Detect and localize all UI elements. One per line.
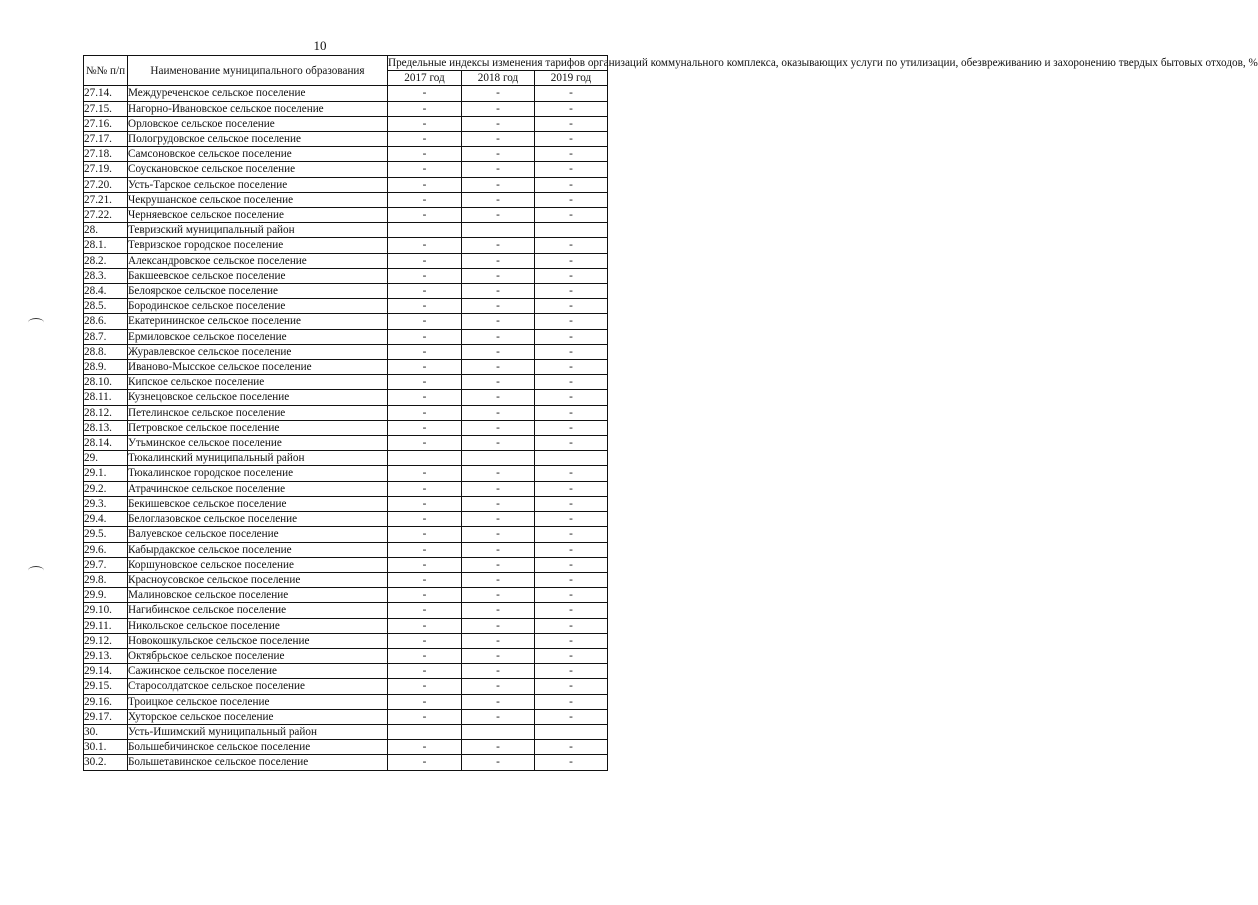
row-value-2017: - bbox=[388, 664, 462, 679]
header-year-2018: 2018 год bbox=[462, 71, 535, 86]
row-value-2017: - bbox=[388, 709, 462, 724]
row-value-2019: - bbox=[535, 542, 608, 557]
row-value-2017 bbox=[388, 223, 462, 238]
row-number: 28.12. bbox=[84, 405, 128, 420]
row-value-2017: - bbox=[388, 314, 462, 329]
row-number: 29.3. bbox=[84, 496, 128, 511]
row-value-2017: - bbox=[388, 132, 462, 147]
row-value-2018: - bbox=[462, 496, 535, 511]
row-value-2019: - bbox=[535, 177, 608, 192]
row-number: 29.14. bbox=[84, 664, 128, 679]
row-municipality-name: Журавлевское сельское поселение bbox=[128, 344, 388, 359]
tariff-index-table bbox=[83, 55, 1258, 771]
row-municipality-name: Большетавинское сельское поселение bbox=[128, 755, 388, 770]
row-value-2018: - bbox=[462, 268, 535, 283]
table-row bbox=[84, 724, 608, 739]
row-value-2018: - bbox=[462, 162, 535, 177]
table-row bbox=[84, 223, 608, 238]
row-municipality-name: Кипское сельское поселение bbox=[128, 375, 388, 390]
row-value-2019: - bbox=[535, 755, 608, 770]
row-value-2017: - bbox=[388, 755, 462, 770]
row-number: 28.9. bbox=[84, 360, 128, 375]
row-value-2018: - bbox=[462, 557, 535, 572]
row-value-2019: - bbox=[535, 329, 608, 344]
row-value-2018: - bbox=[462, 284, 535, 299]
table-row bbox=[84, 360, 608, 375]
row-value-2017: - bbox=[388, 679, 462, 694]
row-municipality-name: Тевризское городское поселение bbox=[128, 238, 388, 253]
row-municipality-name: Бакшеевское сельское поселение bbox=[128, 268, 388, 283]
row-value-2017 bbox=[388, 724, 462, 739]
row-value-2017: - bbox=[388, 420, 462, 435]
row-municipality-name: Александровское сельское поселение bbox=[128, 253, 388, 268]
row-value-2017: - bbox=[388, 405, 462, 420]
header-number: №№ п/п bbox=[84, 56, 128, 86]
header-tariff-index: Предельные индексы изменения тарифов организаций коммунального комплекса, оказывающих услуги по утилизации, обезвреживанию и захоронению твердых бытовых отходов, % bbox=[388, 57, 1258, 69]
table-row bbox=[84, 709, 608, 724]
row-number: 28.5. bbox=[84, 299, 128, 314]
row-number: 29.8. bbox=[84, 572, 128, 587]
row-value-2019: - bbox=[535, 314, 608, 329]
row-number: 28.3. bbox=[84, 268, 128, 283]
table-row bbox=[84, 633, 608, 648]
row-value-2019: - bbox=[535, 512, 608, 527]
row-number: 28.6. bbox=[84, 314, 128, 329]
table-row bbox=[84, 86, 608, 101]
table-row bbox=[84, 496, 608, 511]
row-municipality-name: Петровское сельское поселение bbox=[128, 420, 388, 435]
row-municipality-name: Петелинское сельское поселение bbox=[128, 405, 388, 420]
row-value-2018: - bbox=[462, 755, 535, 770]
table-row bbox=[84, 116, 608, 131]
row-municipality-name: Орловское сельское поселение bbox=[128, 116, 388, 131]
table-row bbox=[84, 132, 608, 147]
row-number: 28.7. bbox=[84, 329, 128, 344]
row-municipality-name: Кабырдакское сельское поселение bbox=[128, 542, 388, 557]
row-value-2017: - bbox=[388, 436, 462, 451]
table-row bbox=[84, 664, 608, 679]
row-value-2018: - bbox=[462, 512, 535, 527]
row-value-2017: - bbox=[388, 375, 462, 390]
row-value-2018: - bbox=[462, 132, 535, 147]
row-value-2017: - bbox=[388, 648, 462, 663]
row-value-2018: - bbox=[462, 360, 535, 375]
row-number: 28.14. bbox=[84, 436, 128, 451]
row-municipality-name: Пологрудовское сельское поселение bbox=[128, 132, 388, 147]
row-value-2019: - bbox=[535, 481, 608, 496]
header-year-2019: 2019 год bbox=[535, 71, 608, 86]
row-municipality-name: Тюкалинский муниципальный район bbox=[128, 451, 388, 466]
row-number: 30. bbox=[84, 724, 128, 739]
row-value-2019: - bbox=[535, 284, 608, 299]
table-row bbox=[84, 436, 608, 451]
row-value-2017: - bbox=[388, 116, 462, 131]
row-value-2019: - bbox=[535, 101, 608, 116]
table-row bbox=[84, 481, 608, 496]
table-row bbox=[84, 147, 608, 162]
row-value-2017: - bbox=[388, 542, 462, 557]
table-row bbox=[84, 208, 608, 223]
row-value-2017: - bbox=[388, 557, 462, 572]
row-municipality-name: Усть-Ишимский муниципальный район bbox=[128, 724, 388, 739]
row-value-2019: - bbox=[535, 436, 608, 451]
row-number: 29.13. bbox=[84, 648, 128, 663]
row-value-2017: - bbox=[388, 329, 462, 344]
row-value-2019: - bbox=[535, 208, 608, 223]
row-value-2019: - bbox=[535, 664, 608, 679]
table-row bbox=[84, 648, 608, 663]
header-year-2017: 2017 год bbox=[388, 71, 462, 86]
row-number: 27.14. bbox=[84, 86, 128, 101]
table-row bbox=[84, 527, 608, 542]
row-municipality-name: Иваново-Мысское сельское поселение bbox=[128, 360, 388, 375]
row-municipality-name: Бекишевское сельское поселение bbox=[128, 496, 388, 511]
table-row bbox=[84, 375, 608, 390]
row-municipality-name: Хуторское сельское поселение bbox=[128, 709, 388, 724]
table-row bbox=[84, 603, 608, 618]
row-value-2018: - bbox=[462, 694, 535, 709]
row-value-2017: - bbox=[388, 101, 462, 116]
row-value-2017: - bbox=[388, 527, 462, 542]
row-value-2017: - bbox=[388, 466, 462, 481]
row-number: 29.15. bbox=[84, 679, 128, 694]
table-row bbox=[84, 192, 608, 207]
header-municipality-name: Наименование муниципального образования bbox=[128, 56, 388, 86]
row-value-2018: - bbox=[462, 648, 535, 663]
table-row bbox=[84, 694, 608, 709]
row-number: 27.18. bbox=[84, 147, 128, 162]
table-row bbox=[84, 314, 608, 329]
table-row bbox=[84, 284, 608, 299]
row-municipality-name: Троицкое сельское поселение bbox=[128, 694, 388, 709]
table-row bbox=[84, 101, 608, 116]
margin-mark bbox=[28, 566, 44, 575]
row-value-2019: - bbox=[535, 496, 608, 511]
row-value-2018 bbox=[462, 451, 535, 466]
row-value-2019 bbox=[535, 724, 608, 739]
table-row bbox=[84, 420, 608, 435]
row-municipality-name: Валуевское сельское поселение bbox=[128, 527, 388, 542]
row-value-2017: - bbox=[388, 603, 462, 618]
row-municipality-name: Малиновское сельское поселение bbox=[128, 588, 388, 603]
table-body bbox=[84, 86, 608, 770]
row-value-2019: - bbox=[535, 648, 608, 663]
row-number: 29.4. bbox=[84, 512, 128, 527]
table-row bbox=[84, 177, 608, 192]
row-number: 28.1. bbox=[84, 238, 128, 253]
row-value-2019: - bbox=[535, 557, 608, 572]
row-value-2019: - bbox=[535, 162, 608, 177]
row-municipality-name: Междуреченское сельское поселение bbox=[128, 86, 388, 101]
row-value-2019: - bbox=[535, 466, 608, 481]
table-row bbox=[84, 557, 608, 572]
row-value-2018: - bbox=[462, 208, 535, 223]
row-value-2019: - bbox=[535, 740, 608, 755]
row-value-2017: - bbox=[388, 208, 462, 223]
row-value-2019: - bbox=[535, 86, 608, 101]
row-value-2017: - bbox=[388, 344, 462, 359]
row-value-2019: - bbox=[535, 572, 608, 587]
row-municipality-name: Красноусовское сельское поселение bbox=[128, 572, 388, 587]
row-value-2018: - bbox=[462, 405, 535, 420]
row-value-2018: - bbox=[462, 572, 535, 587]
row-number: 29.5. bbox=[84, 527, 128, 542]
row-value-2018: - bbox=[462, 299, 535, 314]
row-value-2018: - bbox=[462, 390, 535, 405]
row-municipality-name: Черняевское сельское поселение bbox=[128, 208, 388, 223]
row-municipality-name: Новокошкульское сельское поселение bbox=[128, 633, 388, 648]
row-value-2019: - bbox=[535, 253, 608, 268]
table-row bbox=[84, 451, 608, 466]
row-value-2017: - bbox=[388, 481, 462, 496]
row-value-2018: - bbox=[462, 238, 535, 253]
row-value-2017: - bbox=[388, 572, 462, 587]
row-number: 28.2. bbox=[84, 253, 128, 268]
row-value-2018: - bbox=[462, 420, 535, 435]
margin-mark bbox=[28, 318, 44, 327]
row-value-2018 bbox=[462, 724, 535, 739]
table-row bbox=[84, 405, 608, 420]
row-value-2018: - bbox=[462, 709, 535, 724]
row-value-2018: - bbox=[462, 527, 535, 542]
table-row bbox=[84, 253, 608, 268]
row-value-2017: - bbox=[388, 360, 462, 375]
row-value-2018: - bbox=[462, 679, 535, 694]
row-value-2017: - bbox=[388, 268, 462, 283]
row-value-2017: - bbox=[388, 284, 462, 299]
row-number: 29.9. bbox=[84, 588, 128, 603]
row-number: 29.12. bbox=[84, 633, 128, 648]
row-value-2019: - bbox=[535, 679, 608, 694]
row-number: 27.16. bbox=[84, 116, 128, 131]
row-number: 27.20. bbox=[84, 177, 128, 192]
row-value-2019: - bbox=[535, 268, 608, 283]
row-value-2018: - bbox=[462, 633, 535, 648]
row-number: 28.10. bbox=[84, 375, 128, 390]
row-municipality-name: Старосолдатское сельское поселение bbox=[128, 679, 388, 694]
row-value-2017: - bbox=[388, 86, 462, 101]
row-value-2017: - bbox=[388, 147, 462, 162]
row-value-2017: - bbox=[388, 238, 462, 253]
row-number: 29.17. bbox=[84, 709, 128, 724]
row-municipality-name: Нагорно-Ивановское сельское поселение bbox=[128, 101, 388, 116]
row-value-2018: - bbox=[462, 116, 535, 131]
row-value-2019: - bbox=[535, 618, 608, 633]
row-value-2017: - bbox=[388, 633, 462, 648]
row-value-2018: - bbox=[462, 481, 535, 496]
row-municipality-name: Соускановское сельское поселение bbox=[128, 162, 388, 177]
row-number: 30.1. bbox=[84, 740, 128, 755]
row-value-2017: - bbox=[388, 512, 462, 527]
row-municipality-name: Тюкалинское городское поселение bbox=[128, 466, 388, 481]
row-value-2018: - bbox=[462, 253, 535, 268]
row-value-2017 bbox=[388, 451, 462, 466]
row-number: 29.2. bbox=[84, 481, 128, 496]
row-value-2018: - bbox=[462, 86, 535, 101]
row-value-2019: - bbox=[535, 192, 608, 207]
row-municipality-name: Белоярское сельское поселение bbox=[128, 284, 388, 299]
row-municipality-name: Сажинское сельское поселение bbox=[128, 664, 388, 679]
row-number: 30.2. bbox=[84, 755, 128, 770]
row-number: 29.10. bbox=[84, 603, 128, 618]
row-value-2018: - bbox=[462, 588, 535, 603]
table-row bbox=[84, 466, 608, 481]
row-value-2017: - bbox=[388, 177, 462, 192]
row-value-2017: - bbox=[388, 162, 462, 177]
row-municipality-name: Коршуновское сельское поселение bbox=[128, 557, 388, 572]
row-number: 28.8. bbox=[84, 344, 128, 359]
row-value-2019: - bbox=[535, 147, 608, 162]
row-value-2017: - bbox=[388, 192, 462, 207]
table-row bbox=[84, 344, 608, 359]
row-number: 29.7. bbox=[84, 557, 128, 572]
row-value-2018: - bbox=[462, 177, 535, 192]
row-number: 29.6. bbox=[84, 542, 128, 557]
row-municipality-name: Чекрушанское сельское поселение bbox=[128, 192, 388, 207]
row-value-2019: - bbox=[535, 603, 608, 618]
row-value-2018: - bbox=[462, 466, 535, 481]
row-value-2019: - bbox=[535, 344, 608, 359]
row-number: 29. bbox=[84, 451, 128, 466]
row-value-2017: - bbox=[388, 740, 462, 755]
table-row bbox=[84, 238, 608, 253]
row-value-2018: - bbox=[462, 147, 535, 162]
row-municipality-name: Усть-Тарское сельское поселение bbox=[128, 177, 388, 192]
row-number: 27.21. bbox=[84, 192, 128, 207]
row-value-2019 bbox=[535, 451, 608, 466]
row-value-2019: - bbox=[535, 116, 608, 131]
row-number: 29.1. bbox=[84, 466, 128, 481]
row-value-2018 bbox=[462, 223, 535, 238]
row-municipality-name: Атрачинское сельское поселение bbox=[128, 481, 388, 496]
row-number: 28.13. bbox=[84, 420, 128, 435]
row-value-2019 bbox=[535, 223, 608, 238]
row-value-2019: - bbox=[535, 709, 608, 724]
row-value-2019: - bbox=[535, 375, 608, 390]
row-value-2018: - bbox=[462, 542, 535, 557]
page-number: 10 bbox=[313, 38, 327, 53]
table-row bbox=[84, 390, 608, 405]
row-value-2017: - bbox=[388, 496, 462, 511]
row-value-2019: - bbox=[535, 238, 608, 253]
table-row bbox=[84, 572, 608, 587]
row-value-2019: - bbox=[535, 360, 608, 375]
row-value-2018: - bbox=[462, 329, 535, 344]
row-municipality-name: Екатерининское сельское поселение bbox=[128, 314, 388, 329]
row-number: 28.4. bbox=[84, 284, 128, 299]
table-row bbox=[84, 512, 608, 527]
row-municipality-name: Самсоновское сельское поселение bbox=[128, 147, 388, 162]
table-row bbox=[84, 588, 608, 603]
table-row bbox=[84, 740, 608, 755]
row-value-2017: - bbox=[388, 253, 462, 268]
row-number: 27.22. bbox=[84, 208, 128, 223]
table-row bbox=[84, 618, 608, 633]
row-number: 27.19. bbox=[84, 162, 128, 177]
row-number: 29.11. bbox=[84, 618, 128, 633]
row-value-2018: - bbox=[462, 344, 535, 359]
row-number: 27.17. bbox=[84, 132, 128, 147]
row-value-2019: - bbox=[535, 405, 608, 420]
row-municipality-name: Тевризский муниципальный район bbox=[128, 223, 388, 238]
row-municipality-name: Октябрьское сельское поселение bbox=[128, 648, 388, 663]
row-value-2017: - bbox=[388, 694, 462, 709]
row-value-2018: - bbox=[462, 375, 535, 390]
row-value-2019: - bbox=[535, 694, 608, 709]
row-municipality-name: Большебичинское сельское поселение bbox=[128, 740, 388, 755]
row-municipality-name: Бородинское сельское поселение bbox=[128, 299, 388, 314]
row-value-2018: - bbox=[462, 740, 535, 755]
row-value-2018: - bbox=[462, 314, 535, 329]
row-value-2019: - bbox=[535, 420, 608, 435]
row-number: 28. bbox=[84, 223, 128, 238]
row-value-2018: - bbox=[462, 603, 535, 618]
row-value-2018: - bbox=[462, 618, 535, 633]
row-municipality-name: Никольское сельское поселение bbox=[128, 618, 388, 633]
row-value-2017: - bbox=[388, 618, 462, 633]
row-value-2019: - bbox=[535, 132, 608, 147]
row-value-2019: - bbox=[535, 299, 608, 314]
table-row bbox=[84, 162, 608, 177]
table-row bbox=[84, 679, 608, 694]
row-value-2018: - bbox=[462, 436, 535, 451]
table-row bbox=[84, 299, 608, 314]
row-value-2018: - bbox=[462, 664, 535, 679]
row-value-2019: - bbox=[535, 588, 608, 603]
row-value-2018: - bbox=[462, 192, 535, 207]
row-number: 29.16. bbox=[84, 694, 128, 709]
row-value-2019: - bbox=[535, 390, 608, 405]
row-municipality-name: Нагибинское сельское поселение bbox=[128, 603, 388, 618]
row-value-2017: - bbox=[388, 588, 462, 603]
row-number: 27.15. bbox=[84, 101, 128, 116]
row-value-2017: - bbox=[388, 299, 462, 314]
row-municipality-name: Кузнецовское сельское поселение bbox=[128, 390, 388, 405]
table-row bbox=[84, 268, 608, 283]
table-row bbox=[84, 542, 608, 557]
row-municipality-name: Ермиловское сельское поселение bbox=[128, 329, 388, 344]
row-value-2019: - bbox=[535, 633, 608, 648]
table-row bbox=[84, 755, 608, 770]
row-municipality-name: Белоглазовское сельское поселение bbox=[128, 512, 388, 527]
table-row bbox=[84, 329, 608, 344]
row-municipality-name: Утьминское сельское поселение bbox=[128, 436, 388, 451]
row-value-2018: - bbox=[462, 101, 535, 116]
row-value-2019: - bbox=[535, 527, 608, 542]
row-number: 28.11. bbox=[84, 390, 128, 405]
row-value-2017: - bbox=[388, 390, 462, 405]
